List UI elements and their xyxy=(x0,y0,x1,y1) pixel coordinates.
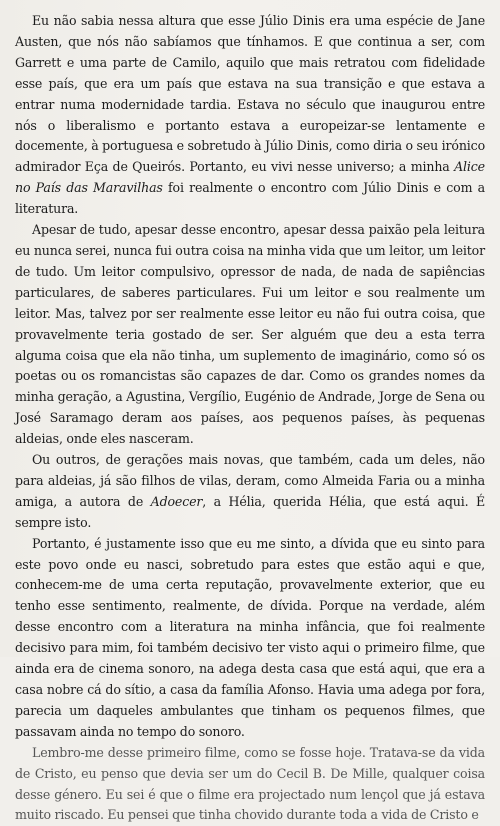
paragraph xyxy=(15,11,485,220)
text-segment: Lembro-me desse primeiro filme, como se fosse hoje. Tratava-se da vida de Cristo, eu penso que devia ser um do Cecil B. De Mille, qualquer coisa desse género. Eu sei é que o filme era projectado num lençol que já estava muito riscado. Eu pensei que tinha chovido durante toda a vida de Cristo e xyxy=(15,744,485,823)
text-segment: foi realmente o encontro com Júlio Dinis e com a literatura. xyxy=(15,180,485,217)
text-segment: , a Hélia, querida Hélia, que está aqui. É sempre isto. xyxy=(15,493,485,530)
paragraph xyxy=(15,534,485,743)
italic-title: Alice no País das Maravilhas xyxy=(15,159,485,196)
paragraph xyxy=(15,743,485,826)
italic-title: Adoecer xyxy=(150,493,203,509)
text-segment: Ou outros, de gerações mais novas, que também, cada um deles, não para aldeias, já são filhos de vilas, deram, como Almeida Faria ou a minha amiga, a autora de xyxy=(15,452,485,509)
body-text xyxy=(15,11,485,826)
paragraph xyxy=(15,220,485,450)
text-segment: Apesar de tudo, apesar desse encontro, apesar dessa paixão pela leitura eu nunca serei, nunca fui outra coisa na minha vida que um leitor, um leitor de tudo. Um leitor compulsivo, opressor de nada, de nada de sapiências particulares, de saberes particulares. Fui um leitor e sou realmente um leitor. Mas, talvez por ser realmente esse leitor eu não fui outra coisa, que provavelmente teria gostado de ser. Ser alguém que deu a esta terra alguma coisa que ela não tinha, um suplemento de imaginário, como só os poetas ou os romancistas são capazes de dar. Como os grandes nomes da minha geração, a Agustina, Vergílio, Eugénio de Andrade, Jorge de Sena ou José Saramago deram aos países, aos pequenos países, às pequenas aldeias, onde eles nasceram. xyxy=(15,222,485,447)
text-segment: Eu não sabia nessa altura que esse Júlio Dinis era uma espécie de Jane Austen, que nós não sabíamos que tínhamos. E que continua a ser, com Garrett e uma parte de Camilo, aquilo que mais retratou com fidelidade esse país, que era um país que estava na sua transição e que estava a entrar numa modernidade tardia. Estava no século que inaugurou entre nós o liberalismo e portanto estava a europeizar-se lentamente e docemente, à portuguesa e sobretudo à Júlio Dinis, como diria o seu irónico admirador Eça de Queirós. Portanto, eu vivi nesse universo; a minha xyxy=(15,13,486,175)
paragraph xyxy=(15,450,485,534)
text-segment: Portanto, é justamente isso que eu me sinto, a dívida que eu sinto para este povo onde eu nasci, sobretudo para estes que estão aqui e que, conhecem-me de uma certa reputação, provavelmente exterior, que eu tenho esse sentimento, realmente, de dívida. Porque na verdade, além desse encontro com a literatura na minha infância, que foi realmente decisivo para mim, foi também decisivo ter visto aqui o primeiro filme, que ainda era de cinema sonoro, na adega desta casa que está aqui, que era a casa nobre cá do sítio, a casa da família Afonso. Havia uma adega por fora, parecia um daqueles ambulantes que tinham os pequenos filmes, que passavam ainda no tempo do sonoro. xyxy=(15,535,485,739)
